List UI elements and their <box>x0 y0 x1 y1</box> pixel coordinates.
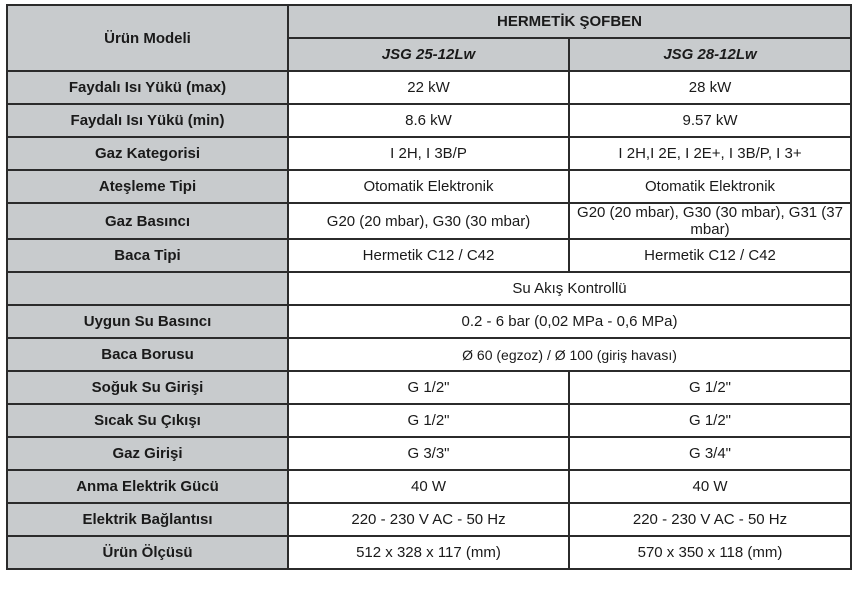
cell-value-merged: 0.2 - 6 bar (0,02 MPa - 0,6 MPa) <box>288 305 851 338</box>
table-row <box>7 170 851 203</box>
group-header: HERMETİK ŞOFBEN <box>288 5 851 38</box>
table-row <box>7 404 851 437</box>
row-label: Faydalı Isı Yükü (min) <box>7 104 288 137</box>
cell-value: G 1/2" <box>288 404 569 437</box>
table-row <box>7 371 851 404</box>
table-row <box>7 239 851 272</box>
cell-value: 220 - 230 V AC - 50 Hz <box>569 503 851 536</box>
cell-value-merged: Ø 60 (egzoz) / Ø 100 (giriş havası) <box>288 338 851 371</box>
table-row <box>7 305 851 338</box>
cell-value: G 3/3" <box>288 437 569 470</box>
row-label: Uygun Su Basıncı <box>7 305 288 338</box>
cell-value: G20 (20 mbar), G30 (30 mbar) <box>288 203 569 239</box>
table-row <box>7 503 851 536</box>
cell-value: G 1/2" <box>569 404 851 437</box>
cell-value: I 2H,I 2E, I 2E+, I 3B/P, I 3+ <box>569 137 851 170</box>
row-label: Baca Tipi <box>7 239 288 272</box>
row-label <box>7 272 288 305</box>
cell-value: Hermetik C12 / C42 <box>288 239 569 272</box>
cell-value: I 2H, I 3B/P <box>288 137 569 170</box>
header-row <box>7 5 851 38</box>
table-row <box>7 437 851 470</box>
row-label: Gaz Kategorisi <box>7 137 288 170</box>
cell-value: 570 x 350 x 118 (mm) <box>569 536 851 569</box>
cell-value: Otomatik Elektronik <box>288 170 569 203</box>
cell-value: 220 - 230 V AC - 50 Hz <box>288 503 569 536</box>
table-row <box>7 203 851 239</box>
spec-table <box>6 4 852 570</box>
table-row <box>7 104 851 137</box>
corner-label: Ürün Modeli <box>7 5 288 71</box>
table-row <box>7 470 851 503</box>
table-row <box>7 338 851 371</box>
cell-value: G 3/4" <box>569 437 851 470</box>
row-label: Gaz Basıncı <box>7 203 288 239</box>
row-label: Sıcak Su Çıkışı <box>7 404 288 437</box>
row-label: Ateşleme Tipi <box>7 170 288 203</box>
cell-value: G 1/2" <box>569 371 851 404</box>
cell-value: 40 W <box>569 470 851 503</box>
cell-value: 8.6 kW <box>288 104 569 137</box>
cell-value: Otomatik Elektronik <box>569 170 851 203</box>
row-label: Elektrik Bağlantısı <box>7 503 288 536</box>
cell-value: 28 kW <box>569 71 851 104</box>
table-row <box>7 272 851 305</box>
cell-value: G20 (20 mbar), G30 (30 mbar), G31 (37 mbar) <box>569 203 851 239</box>
row-label: Anma Elektrik Gücü <box>7 470 288 503</box>
model-header-2: JSG 28-12Lw <box>569 38 851 71</box>
cell-value: 512 x 328 x 117 (mm) <box>288 536 569 569</box>
table-row <box>7 71 851 104</box>
row-label: Faydalı Isı Yükü (max) <box>7 71 288 104</box>
cell-value: Hermetik C12 / C42 <box>569 239 851 272</box>
cell-value: 40 W <box>288 470 569 503</box>
row-label: Gaz Girişi <box>7 437 288 470</box>
cell-value-merged: Su Akış Kontrollü <box>288 272 851 305</box>
table-row <box>7 536 851 569</box>
table-row <box>7 137 851 170</box>
row-label: Baca Borusu <box>7 338 288 371</box>
cell-value: G 1/2" <box>288 371 569 404</box>
model-header-1: JSG 25-12Lw <box>288 38 569 71</box>
row-label: Ürün Ölçüsü <box>7 536 288 569</box>
row-label: Soğuk Su Girişi <box>7 371 288 404</box>
cell-value: 22 kW <box>288 71 569 104</box>
cell-value: 9.57 kW <box>569 104 851 137</box>
